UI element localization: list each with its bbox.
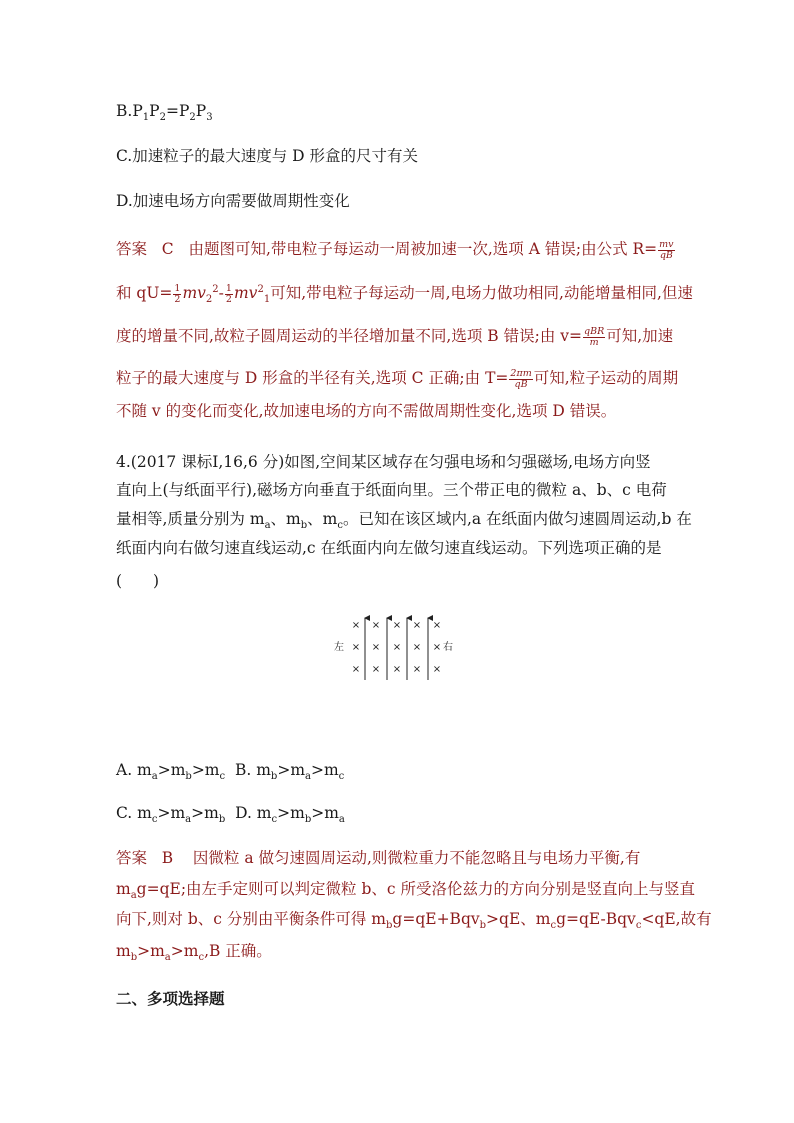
text: a [185, 814, 192, 826]
text: P [149, 102, 160, 120]
cross-mark: × [371, 642, 381, 653]
answer-line-1 [116, 239, 676, 261]
text: 粒子的最大速度与 D 形盒的半径有关,选项 C 正确;由 T= [116, 369, 509, 387]
answer4-line-3 [116, 909, 712, 932]
fraction-half [173, 284, 181, 305]
text: a [338, 814, 345, 826]
text: 2 [189, 112, 196, 124]
cross-mark: × [412, 642, 422, 653]
text: b [300, 520, 308, 532]
text: a [130, 890, 137, 902]
text: mv [659, 238, 674, 250]
text: b [185, 771, 192, 783]
text: 可知,带电粒子每运动一周,电场力做功相同,动能增量相同,但速 [270, 284, 693, 302]
text: 和 qU= [116, 284, 173, 302]
text: g=qE+Bqv [392, 910, 480, 928]
answer-line-5: 不随 v 的变化而变化,故加速电场的方向不需做周期性变化,选项 D 错误。 [116, 402, 617, 420]
text: >m [191, 761, 220, 779]
answer-letter: B [161, 849, 174, 867]
text: 量相等,质量分别为 m [116, 510, 265, 528]
text: - [218, 284, 224, 302]
text: a [151, 771, 158, 783]
text: 。已知在该区域内,a 在纸面内做匀速圆周运动,b 在 [342, 510, 692, 528]
fraction-2pim-qb [509, 369, 532, 390]
cross-mark: × [392, 642, 402, 653]
text: 由题图可知,带电粒子每运动一周被加速一次,选项 A 错误;由公式 R= [188, 240, 658, 258]
answer4-line-2 [116, 879, 695, 902]
text: c [550, 920, 557, 932]
text: qB [659, 249, 673, 261]
answer4-line-1 [116, 848, 640, 868]
text: 可知,加速 [606, 327, 674, 345]
text: B. m [234, 761, 271, 779]
answer-line-2 [116, 283, 693, 305]
cross-mark: × [371, 664, 381, 675]
text: >m [311, 804, 339, 822]
options-c-d [116, 803, 345, 826]
text: P [195, 102, 207, 120]
text: <qE,故有 [641, 910, 712, 928]
text: 2 [212, 283, 219, 295]
text: 1 [263, 294, 271, 306]
cross-mark: × [412, 620, 422, 631]
text: >m [277, 804, 305, 822]
text: mv [182, 284, 206, 302]
text: b [479, 920, 487, 932]
text: c [337, 520, 343, 532]
question-4-line-5: ( ) [116, 572, 160, 590]
cross-mark: × [432, 642, 442, 653]
answer4-line-4 [116, 941, 272, 964]
options-a-b [116, 760, 345, 783]
text: 向下,则对 b、c 分别由平衡条件可得 m [116, 910, 387, 928]
text: 1 [225, 282, 232, 294]
text: >m [277, 761, 306, 779]
text: C. m [116, 804, 152, 822]
text: c [219, 771, 226, 783]
text: >qE、m [486, 910, 551, 928]
cross-mark: × [392, 664, 402, 675]
text: 2 [159, 112, 166, 124]
electric-field-lines [365, 618, 428, 680]
text: 、m [307, 510, 338, 528]
text: >m [170, 942, 199, 960]
text: b [218, 814, 226, 826]
text: mv [233, 284, 258, 302]
section-heading: 二、多项选择题 [116, 990, 225, 1008]
cross-mark: × [432, 664, 442, 675]
text: m [589, 336, 599, 348]
cross-mark: × [432, 620, 442, 631]
cross-mark: × [351, 620, 361, 631]
text: >m [157, 761, 186, 779]
text: c [635, 920, 642, 932]
question-4-line-1: 4.(2017 课标Ⅰ,16,6 分)如图,空间某区域存在匀强电场和匀强磁场,电场方向竖 [116, 453, 651, 471]
text: 2πm [510, 367, 532, 379]
option-c: C.加速粒子的最大速度与 D 形盒的尺寸有关 [116, 147, 419, 165]
text: g=qE-Bqv [556, 910, 636, 928]
cross-mark: × [351, 642, 361, 653]
question-4-line-2: 直向上(与纸面平行),磁场方向垂直于纸面向里。三个带正电的微粒 a、b、c 电荷 [116, 481, 667, 499]
text: m [116, 880, 131, 898]
text: a [305, 771, 311, 783]
answer-label: 答案 [116, 849, 148, 867]
text: ,B 正确。 [204, 942, 272, 960]
text: b [130, 952, 138, 964]
text: D. m [235, 804, 272, 822]
text: P [132, 102, 143, 120]
fraction-half [225, 284, 233, 305]
magnetic-field-crosses [352, 620, 441, 675]
cross-mark: × [371, 620, 381, 631]
answer-label: 答案 [116, 240, 148, 258]
fraction-mv-qb [658, 240, 674, 261]
text: 因微粒 a 做匀速圆周运动,则微粒重力不能忽略且与电场力平衡,有 [192, 849, 641, 867]
cross-mark: × [412, 664, 422, 675]
text: 3 [206, 112, 213, 124]
text: c [198, 952, 205, 964]
text: >m [310, 761, 339, 779]
cross-mark: × [392, 620, 402, 631]
fraction-qbr-m [583, 327, 605, 348]
text: 可知,粒子运动的周期 [533, 369, 679, 387]
text: >m [191, 804, 219, 822]
label-left: 左 [334, 642, 344, 653]
question-4-line-4: 纸面内向右做匀速直线运动,c 在纸面内向左做匀速直线运动。下列选项正确的是 [116, 539, 662, 557]
text: g=qE;由左手定则可以判定微粒 b、c 所受洛伦兹力的方向分别是竖直向上与竖直 [136, 880, 695, 898]
text: qBR [584, 325, 605, 337]
text: b [304, 814, 312, 826]
text: a [164, 952, 171, 964]
text: 2 [205, 294, 213, 306]
text: 度的增量不同,故粒子圆周运动的半径增加量不同,选项 B 错误;由 v= [116, 327, 582, 345]
text: 2 [225, 293, 232, 305]
text: >m [137, 942, 165, 960]
text: B. [116, 102, 133, 120]
text: 2 [174, 293, 181, 305]
answer-line-4 [116, 368, 678, 390]
text: =P [165, 102, 190, 120]
cross-mark: × [351, 664, 361, 675]
text: b [270, 771, 278, 783]
option-d: D.加速电场方向需要做周期性变化 [116, 192, 350, 210]
answer-line-3 [116, 326, 673, 348]
answer-letter: C [161, 240, 174, 258]
text: b [386, 920, 393, 932]
text: 、m [270, 510, 301, 528]
text: a [264, 520, 271, 532]
text: 2 [257, 283, 264, 295]
text: 1 [174, 282, 181, 294]
text: 1 [142, 112, 150, 124]
question-4-line-3 [116, 509, 692, 532]
text: c [151, 814, 158, 826]
text: c [338, 771, 345, 783]
text: A. m [116, 761, 152, 779]
option-b-p1p2 [116, 101, 213, 124]
text: qB [514, 378, 528, 390]
text: c [271, 814, 278, 826]
text: >m [157, 804, 186, 822]
label-right: 右 [443, 642, 453, 653]
text: m [116, 942, 131, 960]
